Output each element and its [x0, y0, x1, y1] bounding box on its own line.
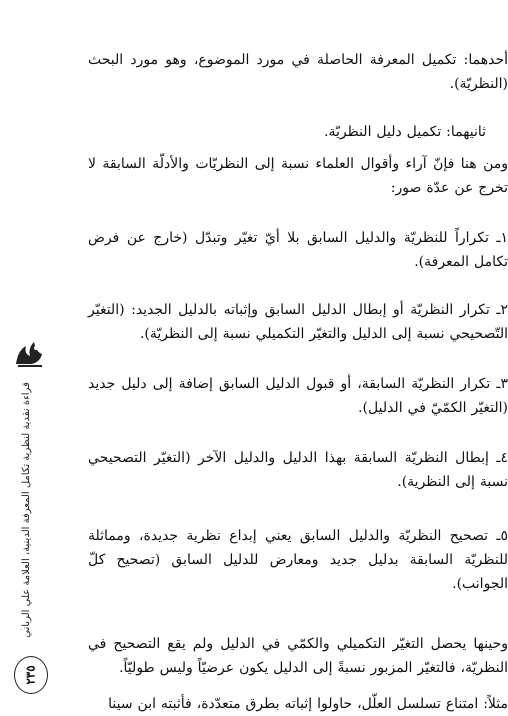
paragraph-5: ٢ـ تكرار النظريّة أو إبطال الدليل السابق وإثباته بالدليل الجديد: (التغيّر التّصحيحي نسبة إلى الدليل والتغيّر التكميلي نسبة إلى النظريّة).	[88, 302, 508, 342]
paragraph-8: ٥ـ تصحيح النظريّة والدليل السابق يعني إبداع نظرية جديدة، ومماثلة للنظريّة السابقة بدليل جديد ومعارض للدليل السابق (تصحيح كلّ الجوانب).	[88, 528, 508, 592]
paragraph-4: ١ـ تكراراً للنظريّة والدليل السابق بلا أيّ تغيّر وتبدّل (خارج عن فرض تكامل المعرفة).	[88, 230, 508, 270]
publisher-logo-icon	[12, 336, 46, 370]
paragraph-3: ومن هنا فإنّ آراء وأقوال العلماء نسبة إلى النظريّات والأدلّة السابقة لا تخرج عن عدّة صور:	[88, 156, 508, 196]
paragraph-9: وحينها يحصل التغيّر التكميلي والكمّي في الدليل ولم يقع التصحيح في النظريّة، فالتغيّر المزبور نسبةً إلى الدليل يكون عرضيّاً وليس طوليّاً.	[88, 636, 508, 676]
page-number-badge	[14, 656, 48, 694]
paragraph-7: ٤ـ إبطال النظريّة السابقة بهذا الدليل والدليل الآخر (التغيّر التصحيحي نسبة إلى النظرية).	[88, 450, 508, 490]
paragraph-1: أحدهما: تكميل المعرفة الحاصلة في مورد الموضوع، وهو مورد البحث (النظريّة).	[88, 52, 508, 92]
paragraph-10: مثلاً: امتناع تسلسل العلّل، حاولوا إثباته بطرق متعدّدة، فأثبته ابن سينا	[108, 696, 508, 712]
page-number: ٢٣٥	[24, 665, 38, 685]
side-margin	[0, 0, 56, 716]
paragraph-2: ثانيهما: تكميل دليل النظريّة.	[324, 124, 486, 140]
page-body	[74, 40, 508, 712]
running-head: قراءة نقدية لنظرية تكامل المعرفة الدينية، العلامة علي الرباني	[21, 382, 32, 638]
paragraph-6: ٣ـ تكرار النظريّة السابقة، أو قبول الدليل السابق إضافة إلى دليل جديد (التغيّر الكمّيّ في الدليل).	[88, 376, 508, 416]
